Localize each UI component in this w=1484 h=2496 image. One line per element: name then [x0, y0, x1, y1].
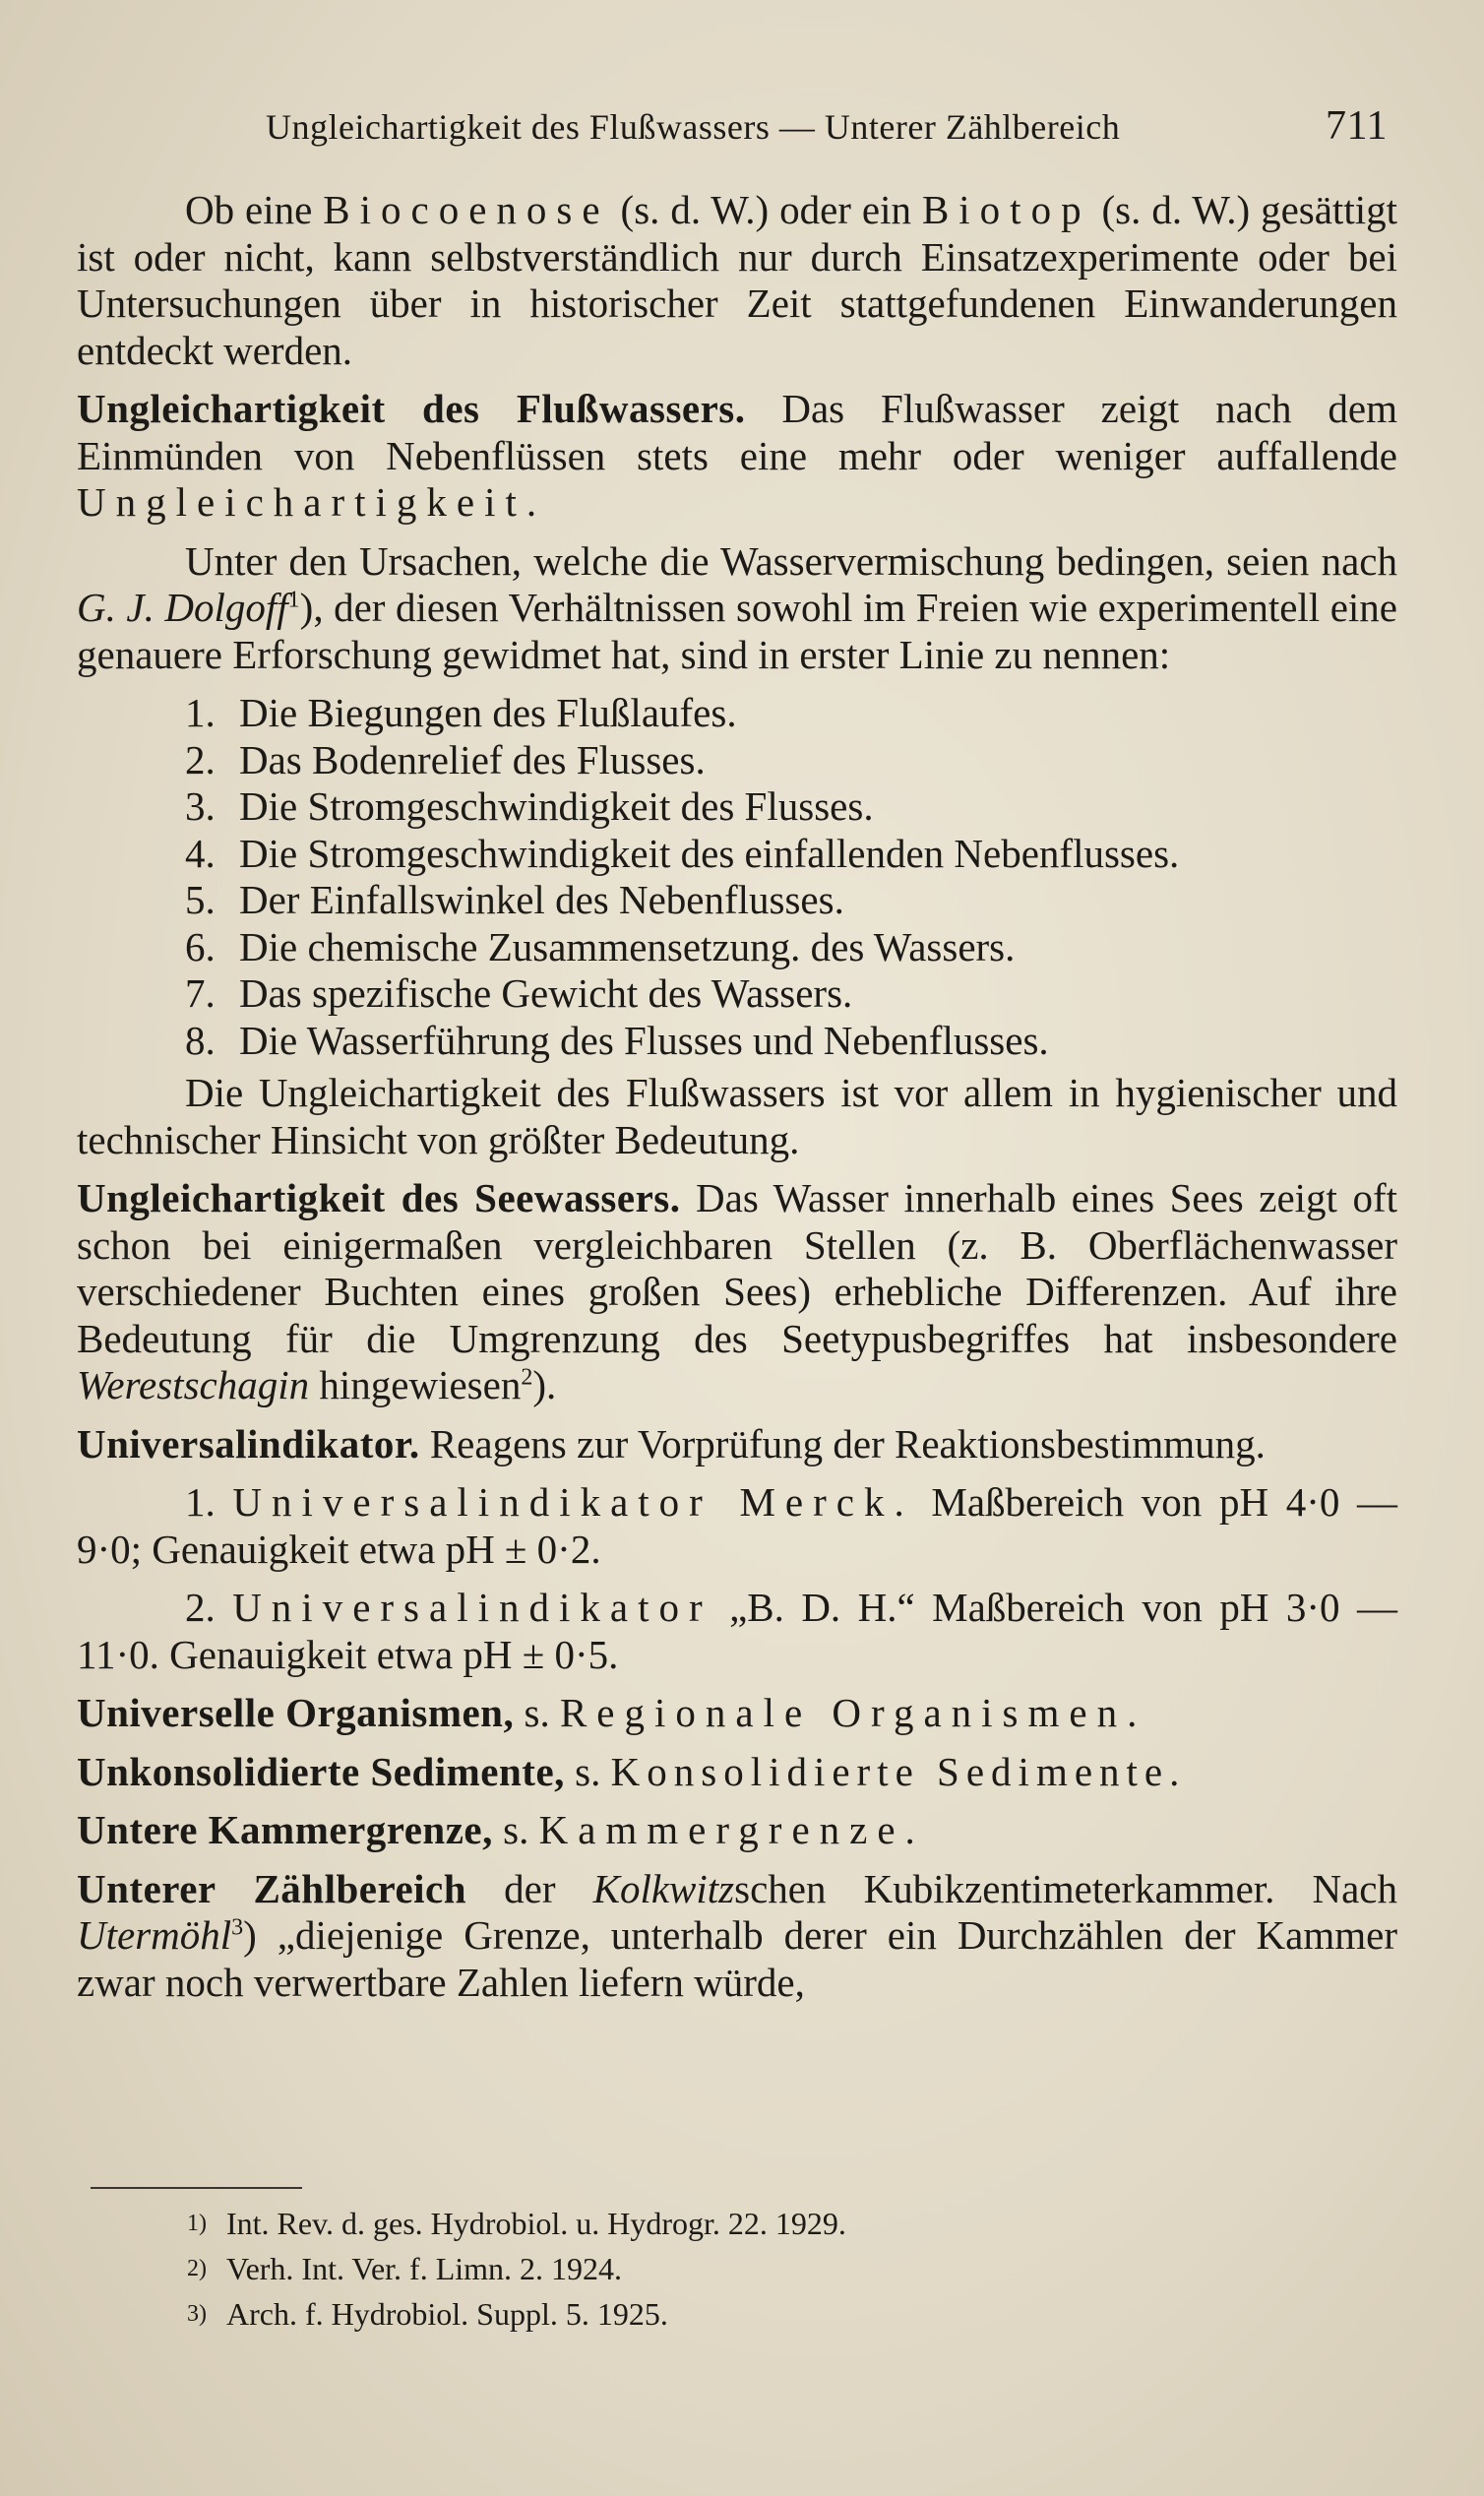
cross-reference: Konsolidierte Sedimente — [610, 1748, 1170, 1794]
text-run: Das Flußwasser zeigt nach dem Einmünden von Nebenflüssen stets eine mehr oder weniger auffallende — [77, 386, 1397, 478]
running-title: Ungleichartigkeit des Flußwassers — Unterer Zählbereich — [266, 107, 1121, 147]
text-run: Reagens zur Vorprüfung der Reaktionsbestimmung. — [419, 1420, 1266, 1466]
entry-unkonsolidierte-sedimente — [77, 1749, 1397, 1796]
text-run: . — [1127, 1690, 1138, 1735]
text-run: s. — [564, 1748, 611, 1794]
text-run: der — [466, 1865, 593, 1911]
paragraph-causes-intro — [77, 538, 1397, 679]
entry-heading: Ungleichartigkeit des Seewassers. — [77, 1175, 681, 1220]
footnote-text: Verh. Int. Ver. f. Limn. 2. 1924. — [226, 2251, 623, 2286]
text-run: s. — [514, 1690, 560, 1735]
list-number: 6. — [185, 923, 216, 969]
list-text: Der Einfallswinkel des Nebenflusses. — [239, 877, 844, 922]
cross-reference: Kammergrenze — [538, 1807, 905, 1852]
entry-universelle-organismen — [77, 1690, 1397, 1737]
list-item — [185, 783, 1397, 831]
entry-unterer-zaehlbereich — [77, 1866, 1397, 2007]
list-number: 5. — [185, 877, 216, 922]
text-run: s. — [492, 1807, 539, 1852]
entry-untere-kammergrenze — [77, 1807, 1397, 1854]
list-number: 3. — [185, 783, 216, 829]
universalindikator-item-1 — [77, 1479, 1397, 1573]
footnote-number: 2) — [187, 2256, 207, 2281]
text-run: (s. d. W.) gesättigt ist oder nicht, kann selbstverständlich nur durch Einsatzexperimente oder bei Untersuchungen über in historischer Zeit stattgefundenen Einwanderungen entdeckt werden. — [77, 187, 1397, 373]
footnote-text: Int. Rev. d. ges. Hydrobiol. u. Hydrogr. 22. 1929. — [226, 2206, 846, 2241]
list-item — [185, 1018, 1397, 1065]
text-run: Unter den Ursachen, welche die Wasservermischung bedingen, seien nach — [185, 537, 1397, 584]
universalindikator-item-2 — [77, 1585, 1397, 1678]
text-run: . — [526, 479, 537, 525]
footnote-number: 3) — [187, 2301, 207, 2327]
spaced-term: Universalindikator — [232, 1585, 712, 1630]
list-number: 1. — [185, 1479, 216, 1525]
list-number: 2. — [185, 1585, 216, 1630]
entry-heading: Ungleichartigkeit des Flußwassers. — [77, 386, 746, 431]
list-text: Die Wasserführung des Flusses und Nebenflusses. — [239, 1017, 1049, 1063]
page-number: 711 — [1326, 103, 1388, 149]
footnote — [187, 2201, 846, 2246]
list-item — [185, 737, 1397, 784]
list-number: 4. — [185, 830, 216, 876]
text-run: schen Kubikzentimeterkammer. Nach — [734, 1865, 1398, 1911]
cross-reference: Regionale Organismen — [559, 1690, 1128, 1735]
list-item — [185, 831, 1397, 878]
entry-heading: Untere Kammergrenze, — [77, 1807, 493, 1852]
author-name: Utermöhl — [77, 1912, 232, 1958]
footnotes — [187, 2201, 846, 2337]
paragraph-causes-outro: Die Ungleichartigkeit des Flußwassers ist vor allem in hygienischer und technischer Hinsicht von größter Bedeutung. — [77, 1070, 1397, 1162]
list-item — [185, 690, 1397, 737]
author-name: Kolkwitz — [592, 1865, 735, 1911]
footnote-divider — [91, 2187, 302, 2189]
text-run: (s. d. W.) oder ein — [609, 187, 922, 232]
text-run: . — [1169, 1748, 1180, 1794]
footnote-marker: 3 — [231, 1914, 244, 1941]
author-name: G. J. Dolgoff — [77, 585, 288, 630]
spaced-term: Ungleichartigkeit — [77, 479, 526, 525]
list-number: 8. — [185, 1017, 216, 1063]
list-text: Das spezifische Gewicht des Wassers. — [239, 970, 853, 1016]
list-item — [185, 970, 1397, 1018]
running-header — [266, 103, 1388, 149]
list-number: 1. — [185, 690, 216, 735]
text-run: ). — [532, 1362, 557, 1407]
spaced-term: Biotop — [921, 187, 1091, 232]
entry-ungleichartigkeit-seewasser — [77, 1175, 1397, 1409]
entry-heading: Unkonsolidierte Sedimente, — [77, 1748, 565, 1794]
spaced-term: Universalindikator Merck. — [232, 1479, 914, 1525]
entry-heading: Universelle Organismen, — [77, 1690, 515, 1735]
footnote-marker: 2 — [521, 1364, 533, 1391]
list-text: Die chemische Zusammensetzung. des Wassers. — [239, 923, 1016, 969]
list-item — [185, 877, 1397, 924]
text-run: ) „diejenige Grenze, unterhalb derer ein Durchzählen der Kammer zwar noch verwertbare Zahlen liefern würde, — [77, 1912, 1397, 2005]
author-name: Werestschagin — [77, 1362, 310, 1407]
list-text: Die Stromgeschwindigkeit des einfallenden Nebenflusses. — [239, 830, 1180, 876]
footnote — [187, 2246, 846, 2291]
list-number: 2. — [185, 736, 216, 782]
list-text: Das Bodenrelief des Flusses. — [239, 736, 706, 782]
footnote-marker: 1 — [287, 587, 300, 613]
text-run: „B. D. H.“ Maßbereich von pH 3·0 — 11·0. Genauigkeit etwa pH ± 0·5. — [77, 1585, 1397, 1677]
entry-heading: Unterer Zählbereich — [77, 1865, 467, 1911]
text-run: Maßbereich von pH 4·0 — 9·0; Genauigkeit etwa pH ± 0·2. — [77, 1479, 1398, 1572]
list-number: 7. — [185, 970, 216, 1016]
page-body — [77, 187, 1397, 2018]
entry-universalindikator — [77, 1421, 1397, 1468]
footnote — [187, 2291, 846, 2337]
spaced-term: Biocoenose — [323, 187, 610, 232]
text-run: Ob eine — [185, 187, 324, 232]
entry-ungleichartigkeit-flusswasser — [77, 386, 1397, 527]
text-run: Das Wasser innerhalb eines Sees zeigt oft schon bei einigermaßen vergleichbaren Stellen (z. B. Oberflächenwasser verschiedener Buchten eines großen Sees) erhebliche Differenzen. Auf ihre Bedeutung für die Umgrenzung des Seetypusbegriffes hat insbesondere — [77, 1175, 1397, 1361]
causes-list — [77, 690, 1397, 1064]
list-item — [185, 924, 1397, 971]
entry-heading: Universalindikator. — [77, 1420, 420, 1466]
paragraph-biocoenose — [77, 187, 1397, 374]
footnote-text: Arch. f. Hydrobiol. Suppl. 5. 1925. — [226, 2296, 668, 2332]
list-text: Die Stromgeschwindigkeit des Flusses. — [239, 783, 874, 829]
list-text: Die Biegungen des Flußlaufes. — [239, 690, 737, 735]
footnote-number: 1) — [187, 2211, 207, 2236]
text-run: hingewiesen — [309, 1362, 522, 1407]
text-run: ), der diesen Verhältnissen sowohl im Freien wie experimentell eine genauere Erforschung gewidmet hat, sind in erster Linie zu nennen: — [77, 585, 1398, 677]
text-run: . — [904, 1807, 915, 1852]
